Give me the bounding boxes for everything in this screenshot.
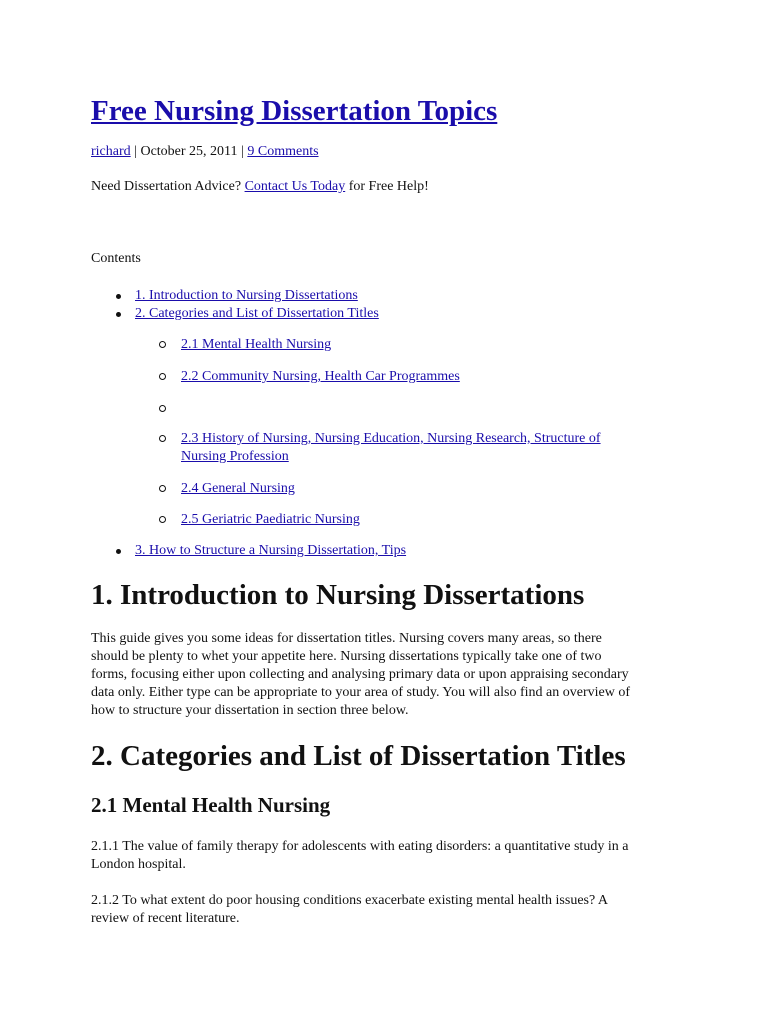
paragraph-line: should be plenty to whet your appetite here. Nursing dissertations typically take one of two xyxy=(91,649,602,664)
bullet-circle-icon xyxy=(159,341,166,348)
toc-link-structure[interactable]: 3. How to Structure a Nursing Dissertation, Tips xyxy=(135,543,407,558)
toc-link-history-cont[interactable]: Nursing Profession xyxy=(181,449,289,464)
section2-heading: 2. Categories and List of Dissertation Titles xyxy=(91,740,626,772)
toc-item xyxy=(135,305,379,323)
advice-line xyxy=(91,178,429,196)
advice-text: Need Dissertation Advice? xyxy=(91,179,245,194)
post-meta xyxy=(91,143,319,161)
toc-link-introduction[interactable]: 1. Introduction to Nursing Dissertations xyxy=(135,288,358,303)
paragraph-line: This guide gives you some ideas for dissertation titles. Nursing covers many areas, so there xyxy=(91,631,602,646)
toc-link-general-nursing[interactable]: 2.4 General Nursing xyxy=(181,481,295,496)
article-title-link[interactable]: Free Nursing Dissertation Topics xyxy=(91,95,498,127)
paragraph-line: forms, focusing either upon collecting and analysing primary data or upon appraising secondary xyxy=(91,667,629,682)
toc-subitem xyxy=(181,336,331,354)
bullet-circle-icon xyxy=(159,405,166,412)
post-date: October 25, 2011 xyxy=(140,144,238,159)
dissertation-title-item xyxy=(91,838,691,874)
bullet-circle-icon xyxy=(159,373,166,380)
paragraph-line: 2.1.1 The value of family therapy for adolescents with eating disorders: a quantitative study in a xyxy=(91,839,629,854)
bullet-disc-icon xyxy=(116,312,121,317)
bullet-circle-icon xyxy=(159,435,166,442)
toc-subitem xyxy=(181,368,460,386)
bullet-circle-icon xyxy=(159,485,166,492)
dissertation-title-item xyxy=(91,892,691,928)
meta-separator: | xyxy=(237,144,248,159)
contact-us-link[interactable]: Contact Us Today xyxy=(244,179,346,194)
toc-link-categories[interactable]: 2. Categories and List of Dissertation Titles xyxy=(135,306,379,321)
toc-link-geriatric[interactable]: 2.5 Geriatric Paediatric Nursing xyxy=(181,512,360,527)
paragraph-line: how to structure your dissertation in section three below. xyxy=(91,703,409,718)
paragraph-line: 2.1.2 To what extent do poor housing conditions exacerbate existing mental health issues? A xyxy=(91,893,609,908)
advice-suffix: for Free Help! xyxy=(345,179,429,194)
toc-link-mental-health[interactable]: 2.1 Mental Health Nursing xyxy=(181,337,332,352)
toc-item xyxy=(135,542,406,560)
paragraph-line: London hospital. xyxy=(91,857,186,872)
comments-link[interactable]: 9 Comments xyxy=(247,144,319,159)
bullet-disc-icon xyxy=(116,549,121,554)
toc-link-community-nursing[interactable]: 2.2 Community Nursing, Health Car Programmes xyxy=(181,369,460,384)
bullet-disc-icon xyxy=(116,294,121,299)
author-link[interactable]: richard xyxy=(91,144,131,159)
toc-item xyxy=(135,287,358,305)
meta-separator: | xyxy=(130,144,141,159)
subsection-heading: 2.1 Mental Health Nursing xyxy=(91,793,331,817)
bullet-circle-icon xyxy=(159,516,166,523)
paragraph-line: review of recent literature. xyxy=(91,911,240,926)
contents-heading: Contents xyxy=(91,251,141,266)
toc-subitem xyxy=(181,511,360,529)
toc-link-history[interactable]: 2.3 History of Nursing, Nursing Education, Nursing Research, Structure of xyxy=(181,431,601,446)
toc-subitem xyxy=(181,430,601,466)
section1-heading: 1. Introduction to Nursing Dissertations xyxy=(91,579,585,611)
toc-subitem xyxy=(181,480,295,498)
paragraph-line: data only. Either type can be appropriate to your area of study. You will also find an overview of xyxy=(91,685,630,700)
section1-paragraph xyxy=(91,630,691,720)
